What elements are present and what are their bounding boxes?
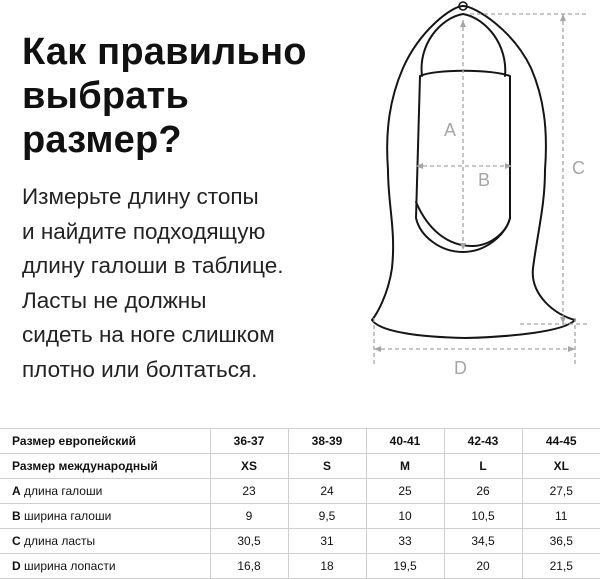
table-cell: 36-37 (210, 429, 288, 454)
table-cell: 34,5 (444, 529, 522, 554)
dimension-b-label: B (478, 170, 491, 190)
row-label: Размер европейский (0, 429, 210, 454)
table-row-d (0, 554, 600, 579)
table-cell: 36,5 (522, 529, 600, 554)
table-cell: 30,5 (210, 529, 288, 554)
row-text: длина ласты (20, 534, 96, 548)
title-line-2: выбрать (22, 75, 190, 117)
table-cell: M (366, 454, 444, 479)
fin-outline (372, 6, 575, 338)
table-cell: 18 (288, 554, 366, 579)
table-cell: 21,5 (522, 554, 600, 579)
row-text: ширина галоши (20, 509, 112, 523)
table-cell: XL (522, 454, 600, 479)
instructions-line-6: плотно или болтаться. (22, 356, 258, 382)
table-cell: 16,8 (210, 554, 288, 579)
row-text: длина галоши (20, 484, 103, 498)
table-cell: 19,5 (366, 554, 444, 579)
table-cell: 9 (210, 504, 288, 529)
table-cell: 11 (522, 504, 600, 529)
title-line-3: размер? (22, 119, 182, 161)
table-cell: S (288, 454, 366, 479)
row-letter: C (12, 534, 21, 548)
table-row-intl-size (0, 454, 600, 479)
instructions-line-4: Ласты не должны (22, 287, 207, 313)
table-cell: 31 (288, 529, 366, 554)
table-cell: 9,5 (288, 504, 366, 529)
row-label: Размер международный (0, 454, 210, 479)
instructions-line-1: Измерьте длину стопы (22, 184, 259, 209)
table-cell: 42-43 (444, 429, 522, 454)
dimension-d-label: D (454, 358, 467, 378)
table-cell: 38-39 (288, 429, 366, 454)
row-letter: A (12, 484, 21, 498)
table-cell: 20 (444, 554, 522, 579)
row-label (0, 479, 210, 504)
table-cell: 23 (210, 479, 288, 504)
page-title (22, 30, 352, 162)
title-line-1: Как правильно (22, 31, 307, 73)
table-cell: 10,5 (444, 504, 522, 529)
row-label (0, 529, 210, 554)
table-cell: 25 (366, 479, 444, 504)
row-label (0, 554, 210, 579)
fin-diagram (360, 0, 600, 400)
table-cell: XS (210, 454, 288, 479)
table-cell: 26 (444, 479, 522, 504)
table-row-eu-size (0, 429, 600, 454)
table-cell: L (444, 454, 522, 479)
size-table (0, 428, 600, 579)
table-row-a (0, 479, 600, 504)
instructions-line-3: длину галоши в таблице. (22, 253, 284, 278)
row-text: ширина лопасти (20, 559, 116, 573)
row-letter: B (12, 509, 21, 523)
table-cell: 27,5 (522, 479, 600, 504)
table-cell: 40-41 (366, 429, 444, 454)
row-label (0, 504, 210, 529)
dimension-a-label: A (444, 120, 457, 140)
instructions (22, 180, 362, 387)
dimension-c-label: C (572, 158, 585, 178)
table-cell: 44-45 (522, 429, 600, 454)
table-row-b (0, 504, 600, 529)
row-letter: D (12, 559, 21, 573)
table-cell: 33 (366, 529, 444, 554)
table-cell: 24 (288, 479, 366, 504)
instructions-line-2: и найдите подходящую (22, 218, 266, 244)
table-cell: 10 (366, 504, 444, 529)
table-row-c (0, 529, 600, 554)
instructions-line-5: сидеть на ноге слишком (22, 322, 275, 347)
